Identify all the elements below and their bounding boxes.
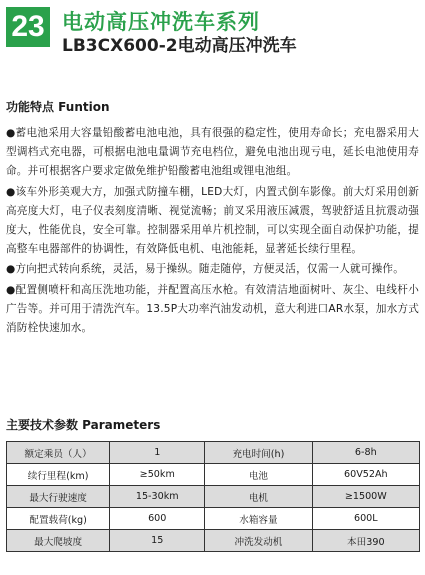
section-number-badge: 23	[6, 7, 50, 47]
param-label: 最大爬坡度	[7, 530, 110, 552]
param-value: 1	[110, 442, 205, 464]
table-row	[7, 442, 420, 464]
feature-item: ●配置侧喷杆和高压洗地功能，并配置高压水枪。有效清洁地面树叶、灰尘、电线杆小广告等。并可用于清洗汽车。13.5P大功率汽油发动机，意大利进口AR水泵，加水方式消防栓快速加水。	[6, 283, 419, 335]
model-title: LB3CX600-2电动高压冲洗车	[62, 36, 297, 56]
features-list	[6, 124, 419, 339]
parameters-heading: 主要技术参数 Parameters	[6, 418, 161, 432]
param-label: 续行里程(km)	[7, 464, 110, 486]
param-label: 电机	[205, 486, 312, 508]
feature-item: ●该车外形美观大方，加强式防撞车棚，LED大灯，内置式倒车影像。前大灯采用创新高亮度大灯，电子仪表刻度清晰、视觉流畅；前叉采用液压减震，驾驶舒适且抗震动强度大，性能优良，安全可靠。控制器采用单片机控制，可以实现全面自动保护功能，提高整车电器部件的协调性，有效降低电机、电池能耗，显著延长续行里程。	[6, 185, 419, 256]
param-value: 60V52Ah	[312, 464, 419, 486]
table-row	[7, 530, 420, 552]
param-label: 配置载荷(kg)	[7, 508, 110, 530]
param-value: ≥50km	[110, 464, 205, 486]
param-value: 本田390	[312, 530, 419, 552]
features-heading: 功能特点 Funtion	[6, 100, 110, 114]
table-row	[7, 486, 420, 508]
param-label: 电池	[205, 464, 312, 486]
param-value: 6-8h	[312, 442, 419, 464]
feature-item: ●方向把式转向系统，灵活，易于操纵。随走随停，方便灵活，仅需一人就可操作。	[6, 263, 405, 276]
param-value: 600	[110, 508, 205, 530]
param-label: 额定乘员（人）	[7, 442, 110, 464]
feature-item: ●蓄电池采用大容量铅酸蓄电池电池，具有很强的稳定性，使用寿命长；充电器采用大型调档式充电器，可根据电池电量调节充电档位，避免电池出现亏电，延长电池使用寿命。并可根据客户要求定做免维护铅酸蓄电池组或锂电池组。	[6, 127, 419, 178]
series-title: 电动高压冲洗车系列	[62, 10, 260, 34]
param-value: 15-30km	[110, 486, 205, 508]
param-value: 600L	[312, 508, 419, 530]
table-row	[7, 508, 420, 530]
param-value: ≥1500W	[312, 486, 419, 508]
param-label: 水箱容量	[205, 508, 312, 530]
param-label: 充电时间(h)	[205, 442, 312, 464]
parameters-table	[6, 441, 420, 552]
param-label: 冲洗发动机	[205, 530, 312, 552]
param-label: 最大行驶速度	[7, 486, 110, 508]
param-value: 15	[110, 530, 205, 552]
table-row	[7, 464, 420, 486]
